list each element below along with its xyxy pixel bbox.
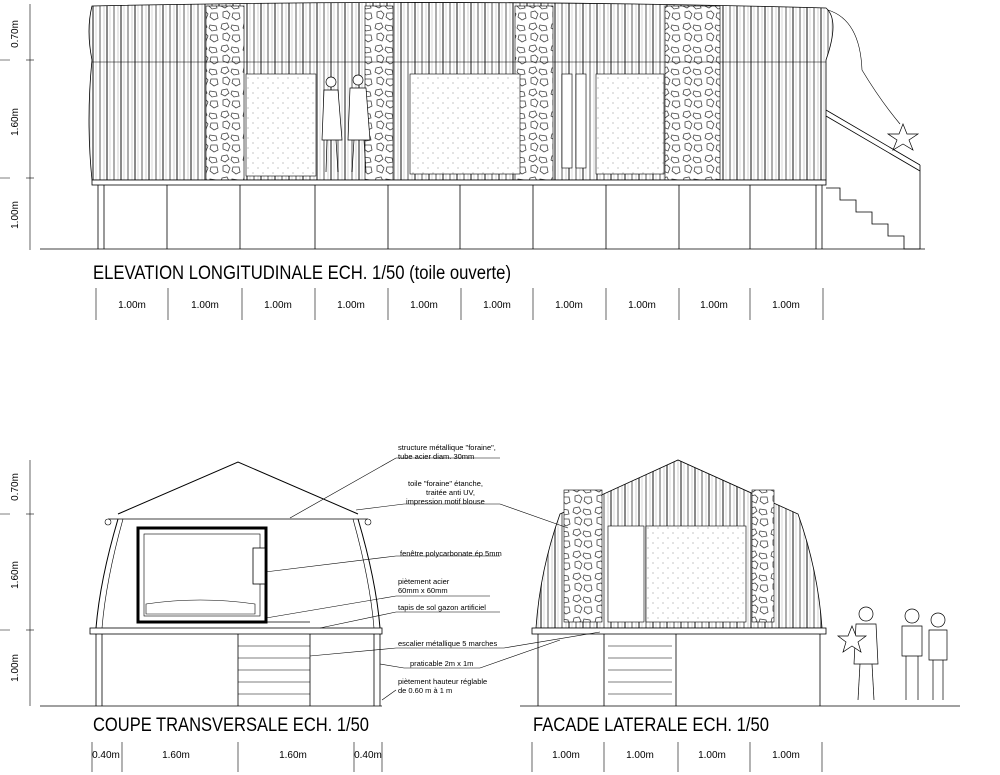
elevation-width-label: 1.00m [772, 300, 800, 311]
cross-section [0, 460, 382, 772]
elevation-width-label: 1.00m [410, 300, 438, 311]
note-pied-line1: piètement hauteur réglable [398, 677, 488, 686]
side-stairs [608, 646, 672, 694]
elevation-width-label: 1.00m [628, 300, 656, 311]
elevation-camo-panel [515, 6, 553, 180]
section-height-dim-bottom: 1.00m [10, 654, 21, 682]
section-width-label: 0.40m [354, 750, 382, 761]
elevation-camo-panel [665, 6, 720, 180]
polycarbonate-window [253, 548, 265, 584]
elevation-width-label: 1.00m [264, 300, 292, 311]
section-roof [118, 462, 358, 514]
note-structure-line1: structure métallique "foraine", [398, 443, 496, 452]
side-width-label: 1.00m [698, 750, 726, 761]
side-width-label: 1.00m [552, 750, 580, 761]
elevation-camo-panel [206, 6, 244, 180]
side-camo-panel [564, 490, 602, 622]
elevation-camo-panel [365, 6, 393, 180]
note-praticable: praticable 2m x 1m [410, 659, 474, 668]
elevation-title: ELEVATION LONGITUDINALE ECH. 1/50 (toile ouverte) [93, 263, 511, 284]
section-height-dim-top: 0.70m [10, 473, 21, 501]
note-toile-line3: impression motif blouse [406, 497, 485, 506]
elevation-window [596, 74, 664, 174]
section-wall-left [96, 519, 118, 628]
elevation-window [246, 74, 316, 176]
longitudinal-elevation [0, 2, 925, 320]
elevation-height-dimension [0, 4, 34, 250]
note-toile-line2: traitée anti UV, [426, 488, 475, 497]
elevation-width-label: 1.00m [555, 300, 583, 311]
note-pied-line2: de 0.60 m à 1 m [398, 686, 453, 695]
elevation-width-label: 1.00m [483, 300, 511, 311]
side-door-panel [646, 526, 746, 622]
side-title: FACADE LATERALE ECH. 1/50 [533, 715, 769, 736]
section-title: COUPE TRANSVERSALE ECH. 1/50 [93, 715, 369, 736]
elevation-width-label: 1.00m [191, 300, 219, 311]
side-width-label: 1.00m [772, 750, 800, 761]
note-fenetre: fenêtre polycarbonate ép 5mm [400, 549, 502, 558]
note-tapis: tapis de sol gazon artificiel [398, 603, 486, 612]
note-pietement-line2: 60mm x 60mm [398, 586, 448, 595]
section-width-label: 1.60m [162, 750, 190, 761]
section-deck [90, 628, 382, 634]
section-wall-right [358, 519, 380, 628]
section-height-dimension [0, 460, 34, 706]
elevation-height-dim-top: 0.70m [10, 20, 21, 48]
section-width-label: 0.40m [92, 750, 120, 761]
elevation-width-labels [118, 300, 800, 311]
note-structure-line2: tube acier diam. 30mm [398, 452, 475, 461]
children-figures [854, 607, 947, 700]
elevation-window [410, 74, 520, 174]
section-width-dimension [92, 742, 382, 772]
elevation-width-label: 1.00m [118, 300, 146, 311]
side-width-label: 1.00m [626, 750, 654, 761]
elevation-height-dim-bottom: 1.00m [10, 201, 21, 229]
note-escalier: escalier métallique 5 marches [398, 639, 498, 648]
section-height-dim-middle: 1.60m [10, 561, 21, 589]
side-deck [532, 628, 826, 634]
side-camo-panel [752, 490, 774, 622]
elevation-height-dim-middle: 1.60m [10, 108, 21, 136]
elevation-deck [92, 180, 826, 185]
note-pietement-line1: piètement acier [398, 577, 450, 586]
elevation-width-label: 1.00m [337, 300, 365, 311]
side-facade [520, 460, 960, 772]
section-width-label: 1.60m [279, 750, 307, 761]
star-decoration [888, 124, 918, 150]
elevation-posts [98, 185, 822, 249]
section-stairs [238, 646, 310, 694]
elevation-width-label: 1.00m [700, 300, 728, 311]
note-toile-line1: toile "foraine" étanche, [408, 479, 483, 488]
